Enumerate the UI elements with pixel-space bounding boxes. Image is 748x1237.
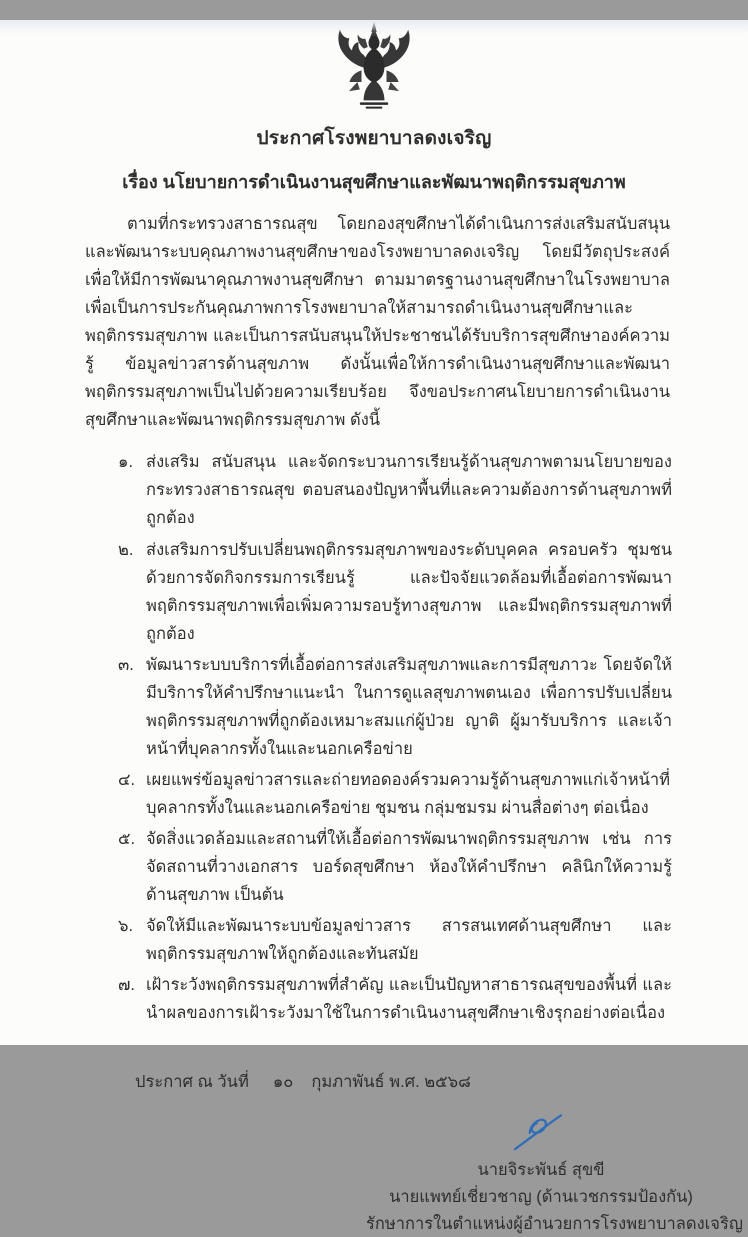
document-page bbox=[0, 20, 748, 1233]
list-item bbox=[118, 536, 672, 648]
policy-list bbox=[118, 448, 672, 1027]
page-title: ประกาศโรงพยาบาลดงเจริญ bbox=[256, 128, 492, 149]
list-item bbox=[118, 971, 672, 1027]
signer-acting-title: รักษาการในตำแหน่งผู้อำนวยการโรงพยาบาลดงเจริญ bbox=[366, 1214, 743, 1233]
announcement-date bbox=[135, 1069, 748, 1095]
list-item bbox=[118, 912, 672, 968]
item-text: เฝ้าระวังพฤติกรรมสุขภาพที่สำคัญ และเป็นปัญหาสาธารณสุขของพื้นที่ และนำผลของการเฝ้าระวังมาใช้ในการดำเนินงานสุขศึกษาเชิงรุกอย่างต่อเนื่อง bbox=[146, 976, 672, 1023]
item-number: ๔. bbox=[118, 770, 136, 789]
signer-position: นายแพทย์เชี่ยวชาญ (ด้านเวชกรรมป้องกัน) bbox=[389, 1188, 693, 1207]
list-item bbox=[118, 651, 672, 763]
item-number: ๕. bbox=[118, 829, 136, 848]
handwritten-signature bbox=[366, 1109, 716, 1155]
signer-name: นายจิระพันธ์ สุขขี bbox=[477, 1161, 605, 1180]
date-prefix: ประกาศ ณ วันที่ bbox=[135, 1073, 249, 1092]
list-item bbox=[118, 448, 672, 532]
list-item bbox=[118, 825, 672, 909]
item-text: จัดให้มีและพัฒนาระบบข้อมูลข่าวสาร สารสนเทศด้านสุขศึกษา และพฤติกรรมสุขภาพให้ถูกต้องและทันสมัย bbox=[146, 917, 672, 964]
item-text: พัฒนาระบบบริการที่เอื้อต่อการส่งเสริมสุขภาพและการมีสุขภาวะ โดยจัดให้มีบริการให้คำปรึกษาแนะนำ ในการดูแลสุขภาพตนเอง เพื่อการปรับเปลี่ยนพฤติกรรมสุขภาพที่ถูกต้องเหมาะสมแก่ผู้ป่วย ญาติ ผู้มารับบริการ และเจ้าหน้าที่บุคลากรทั้งในและนอกเครือข่าย bbox=[146, 655, 672, 758]
item-text: เผยแพร่ข้อมูลข่าวสารและถ่ายทอดองค์รวมความรู้ด้านสุขภาพแก่เจ้าหน้าที่บุคลากรทั้งในและนอกเครือข่าย ชุมชน กลุ่มชมรม ผ่านสื่อต่างๆ ต่อเนื่อง bbox=[146, 770, 671, 817]
item-text: ส่งเสริม สนับสนุน และจัดกระบวนการเรียนรู้ด้านสุขภาพตามนโยบายของกระทรวงสาธารณสุข ตอบสนองปัญหาพื้นที่และความต้องการด้านสุขภาพที่ถูกต้อง bbox=[146, 453, 672, 528]
item-number: ๗. bbox=[118, 976, 135, 995]
subject-line: เรื่อง นโยบายการดำเนินงานสุขศึกษาและพัฒนาพฤติกรรมสุขภาพ bbox=[122, 172, 626, 192]
date-rest: กุมภาพันธ์ พ.ศ. ๒๕๖๘ bbox=[311, 1073, 471, 1092]
signature-block bbox=[366, 1109, 743, 1237]
item-number: ๒. bbox=[118, 540, 134, 559]
list-item bbox=[118, 766, 672, 822]
garuda-emblem bbox=[324, 20, 424, 119]
intro-paragraph bbox=[85, 210, 670, 434]
item-number: ๖. bbox=[118, 917, 134, 936]
item-number: ๓. bbox=[118, 655, 134, 674]
item-text: จัดสิ่งแวดล้อมและสถานที่ให้เอื้อต่อการพัฒนาพฤติกรรมสุขภาพ เช่น การจัดสถานที่วางเอกสาร บอร์ดสุขศึกษา ห้องให้คำปรึกษา คลินิกให้ความรู้ด้านสุขภาพ เป็นต้น bbox=[146, 829, 672, 905]
item-text: ส่งเสริมการปรับเปลี่ยนพฤติกรรมสุขภาพของระดับบุคคล ครอบครัว ชุมชน ด้วยการจัดกิจกรรมการเรียนรู้ และปัจจัยแวดล้อมที่เอื้อต่อการพัฒนาพฤติกรรมสุขภาพเพื่อเพิ่มความรอบรู้ทางสุขภาพ และมีพฤติกรรมสุขภาพที่ถูกต้อง bbox=[146, 540, 672, 643]
date-day: ๑๐ bbox=[272, 1073, 294, 1092]
intro-paragraph-text: ตามที่กระทรวงสาธารณสุข โดยกองสุขศึกษาได้ดำเนินการส่งเสริมสนับสนุนและพัฒนาระบบคุณภาพงานสุขศึกษาของโรงพยาบาลดงเจริญ โดยมีวัตถุประสงค์เพื่อให้มีการพัฒนาคุณภาพงานสุขศึกษา ตามมาตรฐานงานสุขศึกษาในโรงพยาบาล เพื่อเป็นการประกันคุณภาพการโรงพยาบาลให้สามารถดำเนินงานสุขศึกษาและพฤติกรรมสุขภาพ และเป็นการสนับสนุนให้ประชาชนได้รับบริการสุขศึกษาองค์ความรู้ ข้อมูลข่าวสารด้านสุขภาพ ดังนั้นเพื่อให้การดำเนินงานสุขศึกษาและพัฒนาพฤติกรรมสุขภาพเป็นไปด้วยความเรียบร้อย จึงขอประกาศนโยบายการดำเนินงานสุขศึกษาและพัฒนาพฤติกรรมสุขภาพ ดังนี้ bbox=[85, 215, 670, 430]
item-number: ๑. bbox=[118, 453, 134, 472]
